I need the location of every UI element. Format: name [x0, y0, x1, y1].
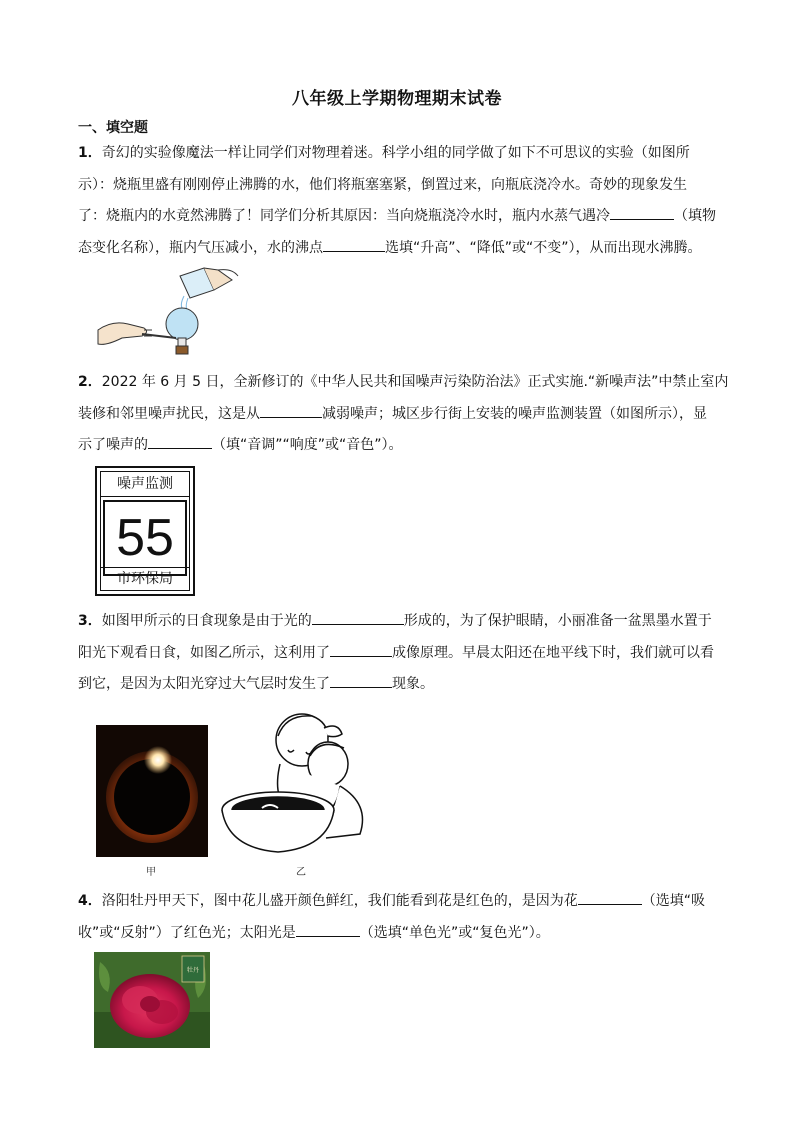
- answer-blank[interactable]: [330, 642, 392, 657]
- question-number: 1．: [78, 145, 102, 161]
- answer-blank[interactable]: [330, 673, 392, 688]
- solar-eclipse-figure: [96, 725, 208, 857]
- answer-blank[interactable]: [610, 205, 674, 220]
- monitor-bottom-label: 市环保局: [101, 567, 189, 590]
- answer-blank[interactable]: [260, 403, 322, 418]
- question-2: 2．2022 年 6 月 5 日，全新修订的《中华人民共和国噪声污染防治法》正式实施.“新噪声法”中禁止室内 装修和邻里噪声扰民，这是从 减弱噪声；城区步行街上安装的噪声监测装置（如图所示），显 示了噪声的 （填“音调”“响度”或“音色”）。: [78, 374, 729, 453]
- monitor-value: 55: [103, 500, 187, 576]
- monitor-top-label: 噪声监测: [101, 472, 189, 497]
- ink-basin-figure: [220, 708, 390, 858]
- caption-jia: 甲: [146, 867, 156, 878]
- question-3: 3．如图甲所示的日食现象是由于光的 形成的，为了保护眼睛，小丽准备一盆黑墨水置于 阳光下观看日食，如图乙所示，这利用了 成像原理。早晨太阳还在地平线下时，我们就可以看 到它，是因为太阳光穿过大气层时发生了 现象。: [78, 606, 718, 701]
- answer-blank[interactable]: [323, 237, 385, 252]
- peony-photo: [94, 952, 210, 1048]
- question-4: 4．洛阳牡丹甲天下，图中花儿盛开颜色鲜红，我们能看到花是红色的，是因为花 （选填“吸 收”或“反射”）了红色光；太阳光是 （选填“单色光”或“复色光”）。: [78, 886, 718, 949]
- answer-blank[interactable]: [296, 922, 360, 937]
- question-number: 3．: [78, 613, 102, 629]
- caption-yi: 乙: [296, 867, 306, 878]
- question-number: 4．: [78, 893, 102, 909]
- flask-experiment-figure: [92, 266, 242, 360]
- section-title: 一、填空题: [78, 120, 148, 136]
- answer-blank[interactable]: [312, 610, 404, 625]
- answer-blank[interactable]: [148, 434, 212, 449]
- question-1: 1．奇幻的实验像魔法一样让同学们对物理着迷。科学小组的同学做了如下不可思议的实验（如图所 示）：烧瓶里盛有刚刚停止沸腾的水，他们将瓶塞塞紧，倒置过来，向瓶底浇冷水。奇妙的现象发生 了：烧瓶内的水竟然沸腾了！同学们分析其原因：当向烧瓶浇冷水时，瓶内水蒸气遇冷 （填物 态变化名称），瓶内气压减小，水的沸点 选填“升高”、“降低”或“不变”），从而出现水沸腾。: [78, 145, 716, 256]
- answer-blank[interactable]: [578, 890, 642, 905]
- noise-monitor-figure: [95, 466, 195, 596]
- page-title: 八年级上学期物理期末试卷: [292, 89, 502, 109]
- peony-badge-text: 牡丹: [186, 967, 200, 974]
- question-number: 2．: [78, 374, 102, 390]
